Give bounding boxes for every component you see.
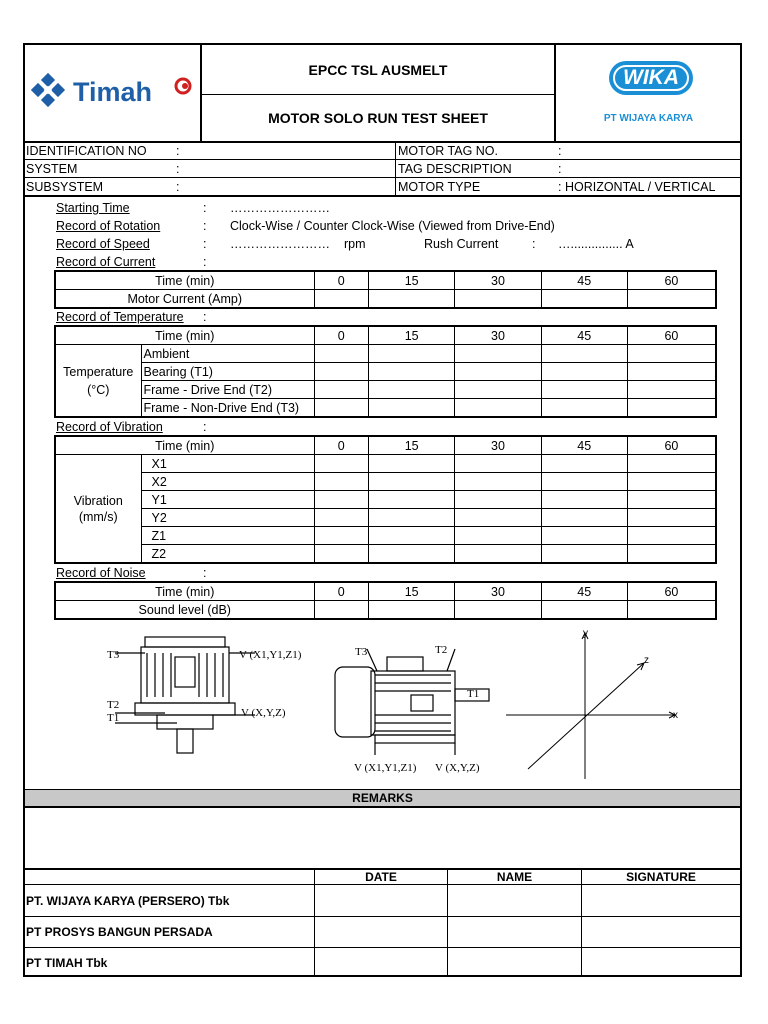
vib-cell[interactable] <box>541 527 627 545</box>
temperature-label: Record of Temperature <box>56 310 184 324</box>
diagram-b-t1: T1 <box>467 688 480 700</box>
signature-header: SIGNATURE <box>626 870 696 884</box>
temp-cell[interactable] <box>541 381 627 399</box>
vib-cell[interactable] <box>369 527 455 545</box>
noise-time-30: 30 <box>455 582 541 601</box>
vib-row-z1: Z1 <box>141 527 314 545</box>
temperature-colon: : <box>203 310 207 324</box>
vibration-table <box>54 435 717 564</box>
starting-time-colon: : <box>203 201 207 215</box>
project-title: EPCC TSL AUSMELT <box>308 62 448 78</box>
remarks-label: REMARKS <box>352 791 413 805</box>
noise-table <box>54 581 717 620</box>
current-time-45: 45 <box>541 271 627 290</box>
diagram-b-v: V (X,Y,Z) <box>435 762 480 774</box>
vibration-time-45: 45 <box>541 436 627 455</box>
noise-time-header: Time (min) <box>55 582 314 601</box>
vibration-unit: (mm/s) <box>78 509 118 524</box>
vib-cell[interactable] <box>455 545 541 564</box>
temperature-group-label <box>55 345 141 418</box>
temp-cell[interactable] <box>627 345 716 363</box>
rotation-value: Clock-Wise / Counter Clock-Wise (Viewed from Drive-End) <box>230 219 555 233</box>
temp-row-ambient: Ambient <box>141 345 314 363</box>
identification-no-colon: : <box>176 144 180 158</box>
vib-cell[interactable] <box>627 545 716 564</box>
vib-cell[interactable] <box>627 491 716 509</box>
diagram-a-t2: T2 <box>107 699 120 711</box>
vib-cell[interactable] <box>369 473 455 491</box>
vib-cell[interactable] <box>627 455 716 473</box>
temp-cell[interactable] <box>314 345 369 363</box>
vib-cell[interactable] <box>627 527 716 545</box>
noise-colon: : <box>203 566 207 580</box>
diagram-b-t2: T2 <box>435 644 448 656</box>
temp-cell[interactable] <box>314 399 369 418</box>
noise-time-15: 15 <box>369 582 455 601</box>
current-label: Record of Current <box>56 255 156 269</box>
wika-caption: PT WIJAYA KARYA <box>603 113 694 124</box>
vibration-colon: : <box>203 420 207 434</box>
motor-tag-no-label: MOTOR TAG NO. <box>398 144 499 158</box>
noise-cell[interactable] <box>369 601 455 620</box>
rush-current-colon: : <box>532 237 536 251</box>
diagram-a-v: V (X,Y,Z) <box>241 707 286 719</box>
vib-cell[interactable] <box>541 491 627 509</box>
vib-cell[interactable] <box>369 455 455 473</box>
temp-cell[interactable] <box>627 399 716 418</box>
temp-cell[interactable] <box>369 345 455 363</box>
vibration-time-15: 15 <box>369 436 455 455</box>
vibration-label: Record of Vibration <box>56 420 163 434</box>
temperature-group-text: Temperature <box>63 364 134 379</box>
vib-row-z2: Z2 <box>141 545 314 564</box>
identification-no-label: IDENTIFICATION NO <box>26 144 147 158</box>
test-sheet <box>23 43 742 977</box>
temp-cell[interactable] <box>541 363 627 381</box>
company-wika: PT. WIJAYA KARYA (PERSERO) Tbk <box>26 894 230 908</box>
current-cell[interactable] <box>541 290 627 309</box>
axis-diagram <box>500 627 705 787</box>
current-time-0: 0 <box>314 271 369 290</box>
speed-dots: …………………… <box>230 237 330 251</box>
temp-cell[interactable] <box>455 381 541 399</box>
speed-colon: : <box>203 237 207 251</box>
noise-cell[interactable] <box>541 601 627 620</box>
temp-cell[interactable] <box>455 363 541 381</box>
tag-description-label: TAG DESCRIPTION <box>398 162 512 176</box>
company-prosys: PT PROSYS BANGUN PERSADA <box>26 925 213 939</box>
temp-cell[interactable] <box>541 399 627 418</box>
date-header: DATE <box>365 870 397 884</box>
current-cell[interactable] <box>455 290 541 309</box>
axis-y-label: y <box>583 628 588 639</box>
motor-current-label: Motor Current (Amp) <box>55 290 314 309</box>
axis-x-label: x <box>673 710 678 721</box>
vib-cell[interactable] <box>455 491 541 509</box>
vib-row-x1: X1 <box>141 455 314 473</box>
diagram-a-t3: T3 <box>107 649 120 661</box>
wika-logo <box>607 59 697 99</box>
vibration-time-header: Time (min) <box>55 436 314 455</box>
vib-cell[interactable] <box>455 455 541 473</box>
vib-cell[interactable] <box>455 473 541 491</box>
current-colon: : <box>203 255 207 269</box>
timah-logo <box>31 69 201 115</box>
current-time-15: 15 <box>369 271 455 290</box>
vib-row-y2: Y2 <box>141 509 314 527</box>
current-cell[interactable] <box>627 290 716 309</box>
temp-row-bearing: Bearing (T1) <box>141 363 314 381</box>
vib-cell[interactable] <box>314 509 369 527</box>
vib-cell[interactable] <box>314 491 369 509</box>
diagram-b-t3: T3 <box>355 646 368 658</box>
vibration-time-60: 60 <box>627 436 716 455</box>
noise-cell[interactable] <box>455 601 541 620</box>
noise-time-0: 0 <box>314 582 369 601</box>
vibration-time-30: 30 <box>455 436 541 455</box>
current-time-60: 60 <box>627 271 716 290</box>
temp-cell[interactable] <box>627 381 716 399</box>
temperature-time-0: 0 <box>314 326 369 345</box>
noise-cell[interactable] <box>314 601 369 620</box>
vib-cell[interactable] <box>369 509 455 527</box>
temp-row-non-drive-end: Frame - Non-Drive End (T3) <box>141 399 314 418</box>
temp-cell[interactable] <box>455 399 541 418</box>
subsystem-colon: : <box>176 180 180 194</box>
temperature-time-60: 60 <box>627 326 716 345</box>
vib-cell[interactable] <box>541 455 627 473</box>
vib-cell[interactable] <box>627 509 716 527</box>
rotation-colon: : <box>203 219 207 233</box>
motor-type-label: MOTOR TYPE <box>398 180 481 194</box>
vib-row-y1: Y1 <box>141 491 314 509</box>
vib-cell[interactable] <box>455 527 541 545</box>
tag-description-colon: : <box>558 162 562 176</box>
noise-time-45: 45 <box>541 582 627 601</box>
company-timah: PT TIMAH Tbk <box>26 956 108 970</box>
temperature-table <box>54 325 717 418</box>
vib-cell[interactable] <box>369 491 455 509</box>
vib-cell[interactable] <box>627 473 716 491</box>
sound-level-label: Sound level (dB) <box>55 601 314 620</box>
speed-label: Record of Speed <box>56 237 150 251</box>
vibration-group-text: Vibration <box>73 493 123 508</box>
current-table <box>54 270 717 309</box>
temp-cell[interactable] <box>541 345 627 363</box>
vibration-time-0: 0 <box>314 436 369 455</box>
starting-time-dots: …………………… <box>230 201 330 215</box>
temp-cell[interactable] <box>369 381 455 399</box>
rush-current-label: Rush Current <box>424 237 499 251</box>
noise-time-60: 60 <box>627 582 716 601</box>
temperature-time-30: 30 <box>455 326 541 345</box>
sheet-title: MOTOR SOLO RUN TEST SHEET <box>268 110 488 126</box>
current-cell[interactable] <box>314 290 369 309</box>
starting-time-label: Starting Time <box>56 201 130 215</box>
motor-tag-no-colon: : <box>558 144 562 158</box>
temp-cell[interactable] <box>314 363 369 381</box>
current-cell[interactable] <box>369 290 455 309</box>
diagram-b-v1: V (X1,Y1,Z1) <box>354 762 417 774</box>
system-label: SYSTEM <box>26 162 78 176</box>
vib-row-x2: X2 <box>141 473 314 491</box>
noise-cell[interactable] <box>627 601 716 620</box>
temperature-time-15: 15 <box>369 326 455 345</box>
temp-row-drive-end: Frame - Drive End (T2) <box>141 381 314 399</box>
vib-cell[interactable] <box>541 545 627 564</box>
vib-cell[interactable] <box>314 473 369 491</box>
name-header: NAME <box>496 870 533 884</box>
rpm-unit: rpm <box>344 237 366 251</box>
temp-cell[interactable] <box>455 345 541 363</box>
current-time-30: 30 <box>455 271 541 290</box>
temperature-time-45: 45 <box>541 326 627 345</box>
diagram-a-v1: V (X1,Y1,Z1) <box>239 649 302 661</box>
temp-cell[interactable] <box>369 363 455 381</box>
vib-cell[interactable] <box>541 509 627 527</box>
vibration-group-label <box>55 455 141 564</box>
temp-cell[interactable] <box>314 381 369 399</box>
subsystem-label: SUBSYSTEM <box>26 180 104 194</box>
vib-cell[interactable] <box>541 473 627 491</box>
timah-logo-text: Timah <box>73 77 153 107</box>
vib-cell[interactable] <box>314 545 369 564</box>
system-colon: : <box>176 162 180 176</box>
axis-z-label: z <box>644 655 649 666</box>
temp-cell[interactable] <box>369 399 455 418</box>
temperature-unit: (°C) <box>87 382 110 397</box>
vib-cell[interactable] <box>455 509 541 527</box>
vib-cell[interactable] <box>314 527 369 545</box>
rush-current-dots: …............... A <box>558 237 634 251</box>
temperature-time-header: Time (min) <box>55 326 314 345</box>
current-time-header: Time (min) <box>55 271 314 290</box>
diagram-a-t1: T1 <box>107 712 120 724</box>
remarks-area[interactable] <box>25 808 740 868</box>
vib-cell[interactable] <box>369 545 455 564</box>
wika-logo-text: WIKA <box>623 66 679 89</box>
temp-cell[interactable] <box>627 363 716 381</box>
rotation-label: Record of Rotation <box>56 219 161 233</box>
vib-cell[interactable] <box>314 455 369 473</box>
motor-type-value: : HORIZONTAL / VERTICAL <box>558 180 716 194</box>
noise-label: Record of Noise <box>56 566 146 580</box>
